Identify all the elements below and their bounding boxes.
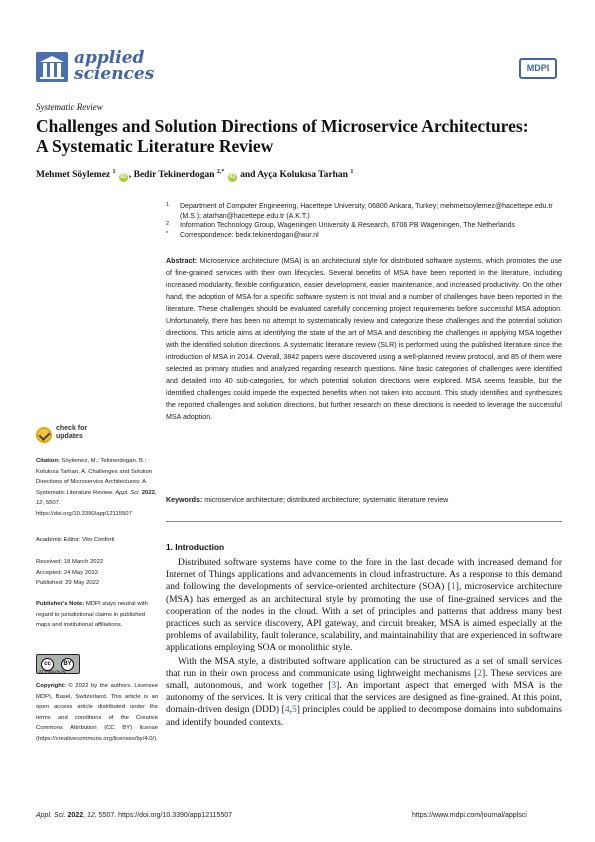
published-date: Published: 29 May 2022	[36, 580, 100, 586]
citation-link[interactable]: 4	[284, 705, 290, 716]
citation-link[interactable]: 1	[450, 582, 456, 593]
copyright-notice: Copyright: © 2022 by the authors. Licensee MDPI, Basel, Switzerland. This article is an open access article distributed under the terms and conditions of the Creative Commons Attribution (CC BY) license (https://creativecommons.org/licenses/by/4.0/).	[36, 683, 159, 742]
section-heading: 1. Introduction	[166, 542, 225, 552]
received-date: Received: 18 March 2022	[36, 559, 104, 565]
author-separator: and	[237, 170, 258, 181]
divider	[166, 521, 562, 522]
orcid-icon[interactable]: iD	[120, 174, 127, 181]
author-separator: ,	[128, 170, 134, 181]
affiliations	[166, 202, 562, 241]
abstract	[166, 255, 562, 423]
author-affil-sup: 1	[350, 169, 354, 175]
citation-link[interactable]: 2	[477, 668, 482, 679]
keywords-text: microservice architecture; distributed architecture; systematic literature review	[204, 496, 449, 504]
paragraph: Distributed software systems have come to the fore in the last decade with increased demand for Internet of Things applications and advancements in cloud infrastructure. As a response to this demand and following the developments of service-oriented architecture (SOA) [1], microservice architecture (MSA) has emerged as an architectural style by promoting the use of fine-grained services and the cooperation of the nodes in the cloud. With a set of principles and patterns that address many best practices such as service discovery, API gateway, and circuit breaker, MSA is aimed especially at the problems of availability, fault tolerance, scalability, and maintainability that are experienced in software applications employing SOA or monolithic style.	[166, 558, 562, 654]
publication-dates	[36, 557, 158, 589]
journal-name[interactable]: applied sciences	[74, 48, 155, 84]
check-updates-icon	[36, 427, 52, 443]
journal-logo-icon	[36, 52, 68, 82]
citation-doi-link[interactable]: , 5507. https://doi.org/10.3390/app12115507	[36, 500, 132, 517]
mdpi-logo[interactable]: MDPI	[519, 58, 557, 79]
footer-citation: Appl. Sci. 2022, 12, 5507. https://doi.org/10.3390/app12115507	[36, 812, 233, 819]
author-affil-sup: 1	[112, 169, 116, 175]
author-name[interactable]: Bedir Tekinerdogan	[133, 170, 215, 181]
paragraph: With the MSA style, a distributed software application can be structured as a set of small services that run in their own process and communicate using lightweight mechanisms [2]. These services are small, autonomous, and work together [3]. An important aspect that emerged with MSA is the autonomy of the services. It is very critical that the services are designed as fine-grained. At this point, domain-driven design (DDD) [4,5] principles could be applied to decompose domains into subdomains and identify bounded contexts.	[166, 656, 562, 728]
article-title: Challenges and Solution Directions of Microservice Architectures: A Systematic Literature Review	[36, 116, 529, 156]
author-list	[36, 169, 353, 182]
check-for-updates-button[interactable]: check for updates	[36, 425, 116, 445]
affiliation-item: 2 Information Technology Group, Wageningen University & Research, 6706 PB Wageningen, The Netherlands	[166, 221, 516, 230]
abstract-label: Abstract:	[166, 257, 198, 265]
keywords	[166, 494, 562, 506]
author-name[interactable]: Ayça Kolukısa Tarhan	[257, 170, 348, 181]
publisher-note: Publisher's Note: MDPI stays neutral with regard to jurisdictional claims in published maps and institutional affiliations.	[36, 601, 148, 628]
article-type: Systematic Review	[36, 102, 103, 112]
academic-editor: Academic Editor: Vito Conforti	[36, 537, 115, 543]
author-name[interactable]: Mehmet Söylemez	[36, 170, 111, 181]
introduction-text	[166, 557, 562, 730]
affiliation-item: 1 Department of Computer Engineering, Hacettepe University, 06800 Ankara, Turkey; mehmetsoylemez@hacettepe.edu.tr (M.S.); atarhan@hacettepe.edu.tr (A.K.T.)	[166, 202, 553, 220]
orcid-icon[interactable]: iD	[229, 174, 236, 181]
accepted-date: Accepted: 24 May 2022	[36, 569, 98, 576]
keywords-label: Keywords:	[166, 496, 203, 504]
abstract-text: Microservice architecture (MSA) is an architectural style for distributed software systems, which promotes the use of fine-grained services with their own lifecycles. Several benefits of MSA have been reported in the literature, including increased modularity, flexible configuration, easier development, easier maintenance, and increased productivity. On the other hand, the adoption of MSA for a specific software system is not trivial and a number of challenges have been reported in the literature. These challenges should be evaluated carefully concerning project requirements before successful MSA adoption. Unfortunately, there has been no attempt to systematically review and categorize these challenges and the potential solution directions. This article aims at identifying the state of the art of MSA and describing the challenges in applying MSA together with the identified solution directions. A systematic literature review (SLR) is performed using the published literature since the introduction of MSA in 2014. Overall, 3842 papers were discovered using a well-planned review protocol, and 85 of them were selected as primary studies and analyzed regarding research questions. Nine basic categories of challenges were identified and detailed into 40 sub-categories, for which potential solution directions were explored. MSA seems feasible, but the identified challenges could impede the expected benefits when not taken into account. This study identifies and synthesizes the reported challenges and solution directions, but further research on these directions is needed to leverage the successful MSA adoption.	[166, 257, 562, 421]
footer-doi-link[interactable]: , 5507. https://doi.org/10.3390/app12115507	[94, 812, 233, 819]
citation-block: Citation: Söylemez, M.; Tekinerdogan, B.; Kolukısa Tarhan, A. Challenges and Solution Directions of Microservice Architectures: A Systematic Literature Review. Appl. Sci. 2022, 12, 5507. https://doi.org/10.3390/app12115507	[36, 458, 157, 517]
citation-link[interactable]: 3	[331, 681, 337, 692]
citation-link[interactable]: 5	[291, 705, 297, 716]
correspondence: * Correspondence: bedir.tekinerdogan@wur.nl	[166, 231, 319, 240]
author-affil-sup: 2,*	[216, 169, 225, 175]
cc-by-license-icon[interactable]: cc BY ATTRIBUTION	[36, 654, 80, 674]
footer-journal-link[interactable]: https://www.mdpi.com/journal/applsci	[412, 812, 527, 819]
